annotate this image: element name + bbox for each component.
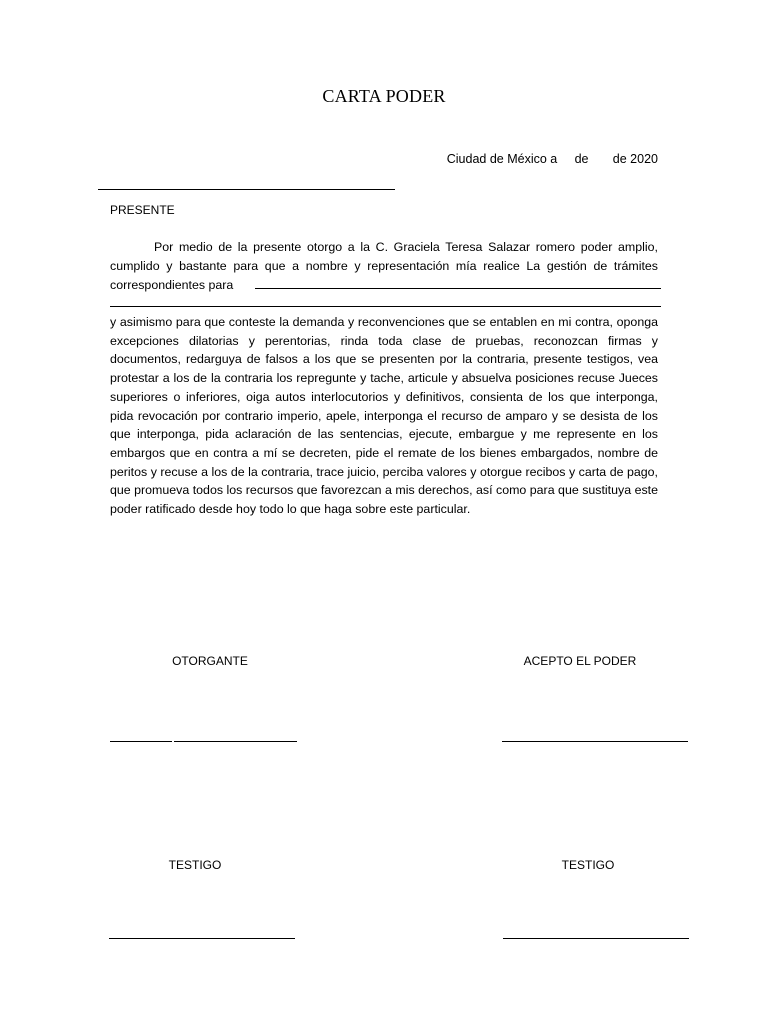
grantor-signature-line-2 [174, 741, 297, 742]
intro-text: Por medio de la presente otorgo a la C. Graciela Teresa Salazar romero poder amplio, cumplido y bastante para que a nombre y representación mía realice La gestión de trámites correspondientes para [110, 240, 658, 292]
document-title: CARTA PODER [322, 86, 446, 106]
grantor-label: OTORGANTE [172, 654, 248, 668]
witness-left-label: TESTIGO [168, 858, 222, 872]
grantor-signature-line [110, 741, 172, 742]
intro-paragraph [110, 238, 658, 295]
addressee-label: PRESENTE [110, 203, 175, 217]
addressee-line [98, 189, 395, 190]
powers-paragraph: y asimismo para que conteste la demanda y reconvenciones que se entablen en mi contra, oponga excepciones dilatorias y perentorias, rinda toda clase de pruebas, reconozcan firmas y documentos, redarguya de falsos a los que se presenten por la contraria, presente testigos, vea protestar a los de la contraria los repregunte y tache, articule y absuelva posiciones recuse Jueces superiores o inferiores, oiga autos interlocutorios y definitivos, consienta de los que interponga, pida revocación por contrario imperio, apele, interponga el recurso de amparo y se desista de los que interponga, pida aclaración de las sentencias, ejecute, embargue y me represente en los embargos que en contra a mí se decreten, pide el remate de los bienes embargados, nombre de peritos y recuse a los de la contraria, trace juicio, perciba valores y otorgue recibos y carta de pago, que promueva todos los recursos que favorezcan a mis derechos, así como para que sustituya este poder ratificado desde hoy todo lo que haga sobre este particular. [110, 315, 658, 517]
witness-right-label: TESTIGO [561, 858, 615, 872]
acceptor-label: ACEPTO EL PODER [523, 654, 637, 668]
date-line: Ciudad de México a de de 2020 [446, 152, 658, 166]
procedure-fill-line [255, 288, 661, 289]
acceptor-signature-line [502, 741, 688, 742]
witness-right-signature-line [503, 938, 689, 939]
witness-left-signature-line [109, 938, 295, 939]
procedure-fill-line-2 [110, 306, 661, 307]
